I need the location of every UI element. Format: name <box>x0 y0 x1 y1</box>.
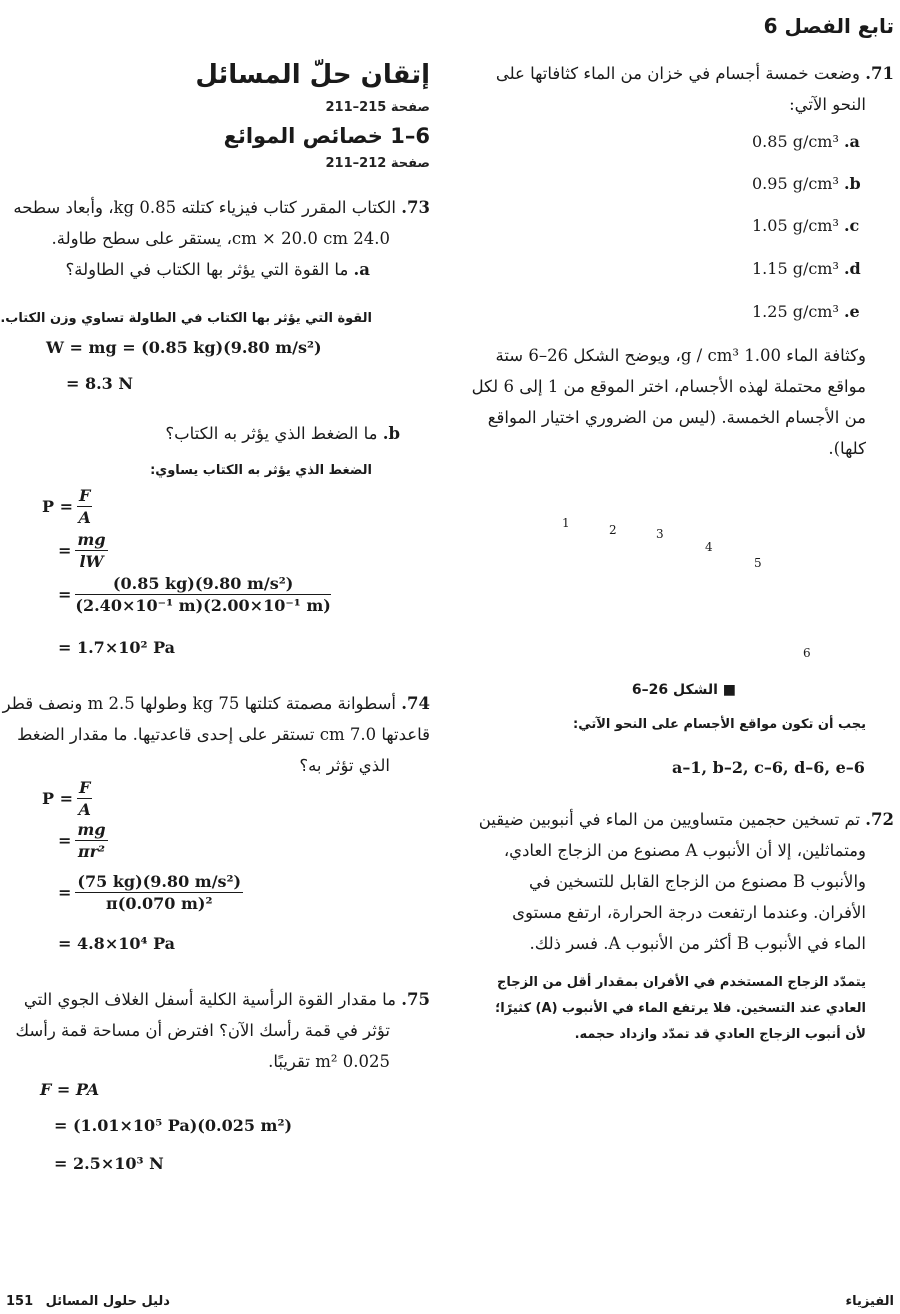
question-number: 72. <box>865 810 894 829</box>
question-74 <box>0 688 430 781</box>
fraction <box>75 574 330 615</box>
fraction <box>75 820 107 861</box>
fraction <box>75 530 107 571</box>
equation-lhs: P = <box>42 497 74 516</box>
chapter-header: تابع الفصل 6 <box>763 14 894 38</box>
equation-73b-2: = $\frac{mg}{lW}$ <box>58 530 106 571</box>
fraction-denominator: π(0.070 m)² <box>106 894 213 913</box>
part-73b <box>165 418 400 449</box>
figure-position-marker: 5 <box>754 556 762 570</box>
question-text: الذي تؤثر به؟ <box>299 756 390 775</box>
answer-line: لأن أنبوب الزجاج العادي قد تمدّد وازداد حجمه. <box>574 1027 866 1042</box>
part-text: ما القوة التي يؤثر بها الكتاب في الطاولة؟ <box>65 260 349 279</box>
question-text: والأنبوب B مصنوع من الزجاج القابل للتسخين في <box>528 872 866 891</box>
fraction-numerator: F <box>79 778 91 797</box>
equation-73a-2: = 8.3 N <box>66 374 134 393</box>
option-value: 1.15 g/cm³ <box>752 259 839 278</box>
answer-line: يتمدّد الزجاج المستخدم في الأفران بمقدار أقل من الزجاج <box>496 975 866 990</box>
answer-71-value: a–1, b–2, c–6, d–6, e–6 <box>672 758 865 777</box>
part-text: ما الضغط الذي يؤثر به الكتاب؟ <box>165 424 378 443</box>
fraction-numerator: mg <box>77 820 106 839</box>
fraction <box>75 872 243 913</box>
page-number: 151 <box>6 1294 34 1309</box>
figure-position-marker: 4 <box>705 540 713 554</box>
option-letter: .e <box>843 302 860 321</box>
question-number: 75. <box>401 990 430 1009</box>
equation-75-1: F = PA <box>40 1080 100 1099</box>
question-number: 71. <box>865 64 894 83</box>
figure-position-marker: 3 <box>656 527 664 541</box>
equation-73b-1 <box>42 486 92 527</box>
question-text: 0.025 m² تقريبًا. <box>268 1052 390 1071</box>
fraction-numerator: F <box>79 486 91 505</box>
equation-74-1 <box>42 778 92 819</box>
subsection-title: 6–1 خصائص الموائع <box>223 124 430 148</box>
section-pages: صفحة 215–211 <box>325 100 430 115</box>
question-text: النحو الآتي: <box>789 95 866 114</box>
part-label: a. <box>353 260 370 279</box>
subsection-pages: صفحة 212–211 <box>325 156 430 171</box>
figure-position-marker: 1 <box>562 516 570 530</box>
option-value: 1.05 g/cm³ <box>752 216 839 235</box>
option-value: 0.95 g/cm³ <box>752 174 839 193</box>
section-title: إتقان حلّ المسائل <box>195 60 430 90</box>
question-text: ما مقدار القوة الرأسية الكلية أسفل الغلاف الجوي التي <box>23 990 397 1009</box>
question-73 <box>0 192 430 285</box>
question-text: الماء في الأنبوب B أكثر من الأنبوب A. فسر ذلك. <box>529 934 866 953</box>
answer-71: يجب أن تكون مواقع الأجسام على النحو الآتي: <box>573 717 866 732</box>
density-option-a <box>752 132 860 151</box>
option-letter: .b <box>843 174 861 193</box>
fraction-denominator: lW <box>79 552 104 571</box>
question-text: الكتاب المقرر كتاب فيزياء كتلته 0.85 kg، وأبعاد سطحه <box>13 198 397 217</box>
density-option-b <box>752 174 861 193</box>
fraction <box>77 778 92 819</box>
option-value: 0.85 g/cm³ <box>752 132 839 151</box>
question-number: 73. <box>401 198 430 217</box>
equation-73b-result: = 1.7×10² Pa <box>58 638 176 657</box>
answer-72 <box>466 970 866 1048</box>
figure-position-marker: 6 <box>803 646 811 660</box>
answer-line: العادي عند التسخين. فلا يرتفع الماء في الأنبوب (A) كثيرًا؛ <box>495 1001 866 1016</box>
density-option-c <box>752 216 859 235</box>
figure-position-marker: 2 <box>609 523 617 537</box>
fraction-denominator: A <box>78 508 91 527</box>
question-number: 74. <box>401 694 430 713</box>
page-footer-left <box>6 1294 170 1309</box>
question-text: 24.0 cm × 20.0 cm، يستقر على سطح طاولة. <box>51 229 390 248</box>
fraction-denominator: πr² <box>77 842 106 861</box>
fraction-denominator: (2.40×10⁻¹ m)(2.00×10⁻¹ m) <box>75 596 331 615</box>
option-letter: .a <box>843 132 860 151</box>
question-text: وضعت خمسة أجسام في خزان من الماء كثافاتها على <box>495 64 861 83</box>
density-option-e <box>752 302 860 321</box>
fraction-numerator: mg <box>77 530 106 549</box>
density-option-d <box>752 259 861 278</box>
subject-name: الفيزياء <box>845 1294 894 1309</box>
option-letter: .d <box>843 259 861 278</box>
equation-73b-3: = $\frac{\text{(0.85 kg)(9.80 m/s²)}}{\text{(2.40×10⁻¹ m)(2.00×10⁻¹ m)}}$ <box>58 574 331 615</box>
question-71-paragraph <box>466 340 866 464</box>
option-value: 1.25 g/cm³ <box>752 302 839 321</box>
equation-73a-1: W = mg = (0.85 kg)(9.80 m/s²) <box>46 338 322 357</box>
question-text: ومتماثلين، إلا أن الأنبوب A مصنوع من الزجاج العادي، <box>503 841 866 860</box>
question-71 <box>470 58 894 120</box>
answer-73a: القوة التي يؤثر بها الكتاب في الطاولة تساوي وزن الكتاب. <box>0 311 372 326</box>
guide-title: دليل حلول المسائل <box>45 1294 170 1309</box>
fraction <box>77 486 92 527</box>
paragraph-line: وكثافة الماء 1.00 g / cm³، ويوضح الشكل 26–6 ستة <box>495 346 866 365</box>
question-text: قاعدتها 7.0 cm تستقر على إحدى قاعدتيها. ما مقدار الضغط <box>17 725 430 744</box>
paragraph-line: من الأجسام الخمسة. (ليس من الضروري اختيار المواقع <box>487 408 866 427</box>
question-text: أسطوانة مصمتة كتلتها 75 kg وطولها 2.5 m ونصف قطر <box>2 694 397 713</box>
part-label: b. <box>382 424 400 443</box>
answer-73b: الضغط الذي يؤثر به الكتاب يساوي: <box>150 463 372 478</box>
equation-74-2: = $\frac{mg}{\text{πr²}}$ <box>58 820 106 861</box>
equation-75-2: = (1.01×10⁵ Pa)(0.025 m²) <box>54 1116 293 1135</box>
equation-75-3: = 2.5×10³ N <box>54 1154 164 1173</box>
equation-74-result: = 4.8×10⁴ Pa <box>58 934 176 953</box>
figure-caption: ■ الشكل 26–6 <box>631 682 736 698</box>
fraction-denominator: A <box>78 800 91 819</box>
question-72 <box>468 804 894 959</box>
option-letter: .c <box>843 216 860 235</box>
fraction-numerator: (75 kg)(9.80 m/s²) <box>77 872 242 891</box>
question-text: تم تسخين حجمين متساويين من الماء في أنبوبين ضيقين <box>478 810 861 829</box>
question-text: تؤثر في قمة رأسك الآن؟ افترض أن مساحة قمة رأسك <box>15 1021 390 1040</box>
equation-lhs: P = <box>42 789 74 808</box>
equation-74-3: = $\frac{\text{(75 kg)(9.80 m/s²)}}{\text{π(0.070 m)²}}$ <box>58 872 242 913</box>
paragraph-line: كلها). <box>828 439 866 458</box>
question-text: الأفران. وعندما ارتفعت درجة الحرارة، ارتفع مستوى <box>512 903 866 922</box>
paragraph-line: مواقع محتملة لهذه الأجسام، اختر الموقع من 1 إلى 6 لكل <box>471 377 866 396</box>
fraction-numerator: (0.85 kg)(9.80 m/s²) <box>75 574 330 595</box>
question-75 <box>0 984 430 1077</box>
